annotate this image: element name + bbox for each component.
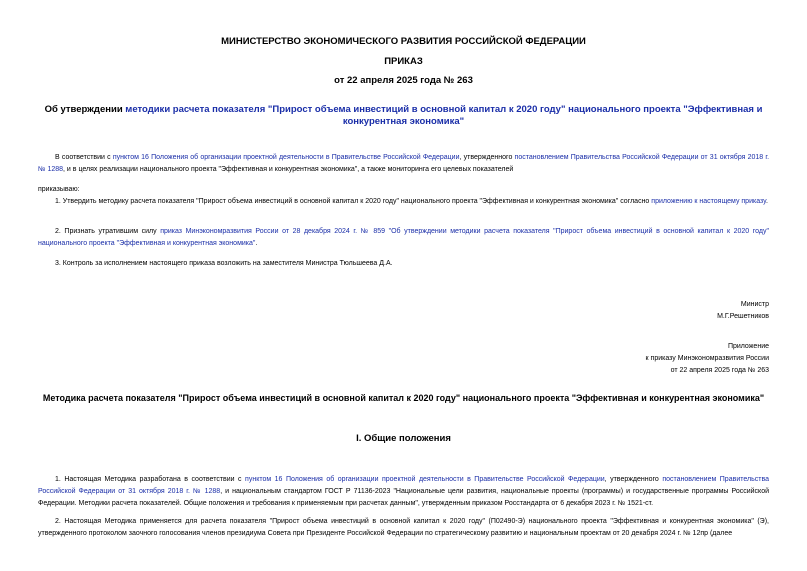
item-1-end: .: [765, 198, 768, 205]
appendix-date: от 22 апреля 2025 года № 263: [670, 367, 769, 374]
preamble-link-regulation[interactable]: пунктом 16 Положения об организации проектной деятельности в Правительстве Российской Федерации: [112, 154, 460, 161]
item-1-appendix-link[interactable]: приложению к настоящему приказу: [651, 198, 766, 205]
item-2-repealed-order-link[interactable]: приказ Минэкономразвития России от 28 декабря 2024 г. № 859 "Об утверждении методики расчета показателя "Прирост объема инвестиций в основной капитал к 2020 году" национального проекта "Эффективная и конкурентная экономика": [38, 228, 769, 247]
preamble-text-1: В соответствии с: [55, 154, 113, 161]
method-1-text-1: 1. Настоящая Методика разработана в соответствии с: [55, 476, 246, 483]
methodology-item-2: 2. Настоящая Методика применяется для расчета показателя "Прирост объема инвестиций в основной капитал к 2020 году" (П02490-Э) национального проекта "Эффективная и конкурентная экономика" (Э), утвержденного протоколом заочного голосования членов президиума Совета при Президенте Российской Федерации по стратегическому развитию и национальным проектам от 20 декабря 2024 г. № 12пр (далее: [38, 518, 769, 537]
subject-link[interactable]: методики расчета показателя "Прирост объема инвестиций в основной капитал к 2020 году" национального проекта "Эффективная и конкурентная экономика": [125, 104, 763, 127]
signature-name: М.Г.Решетников: [717, 313, 769, 320]
preamble-paragraph: [38, 152, 769, 176]
ministry-heading: МИНИСТЕРСТВО ЭКОНОМИЧЕСКОГО РАЗВИТИЯ РОССИЙСКОЙ ФЕДЕРАЦИИ: [221, 36, 586, 47]
method-1-text-2: , утвержденного: [604, 476, 663, 483]
order-item-1: [38, 196, 769, 208]
method-1-text-3: , и национальным стандартом ГОСТ Р 71136-2023 "Национальные цели развития, национальные проекты (программы) и государственные программы Российской Федерации. Методики расчета показателей. Общие положения и требования к применяемым при расчетах данным", утвержденным приказом Росстандарта от 6 декабря 2023 г. № 1521-ст.: [38, 488, 770, 507]
method-1-link-decree[interactable]: постановлением Правительства Российской Федерации от 31 октября 2018 г. № 1288: [38, 476, 769, 495]
item-1-text: 1. Утвердить методику расчета показателя "Прирост объема инвестиций в основной капитал к 2020 году" национального проекта "Эффективная и конкурентная экономика" согласно: [55, 198, 652, 205]
order-item-3: 3. Контроль за исполнением настоящего приказа возложить на заместителя Министра Тюльшеева Д.А.: [55, 260, 393, 267]
appendix-label: Приложение: [727, 343, 769, 350]
preamble-text-3: , и в целях реализации национального проекта "Эффективная и конкурентная экономика", а также мониторинга его целевых показателей: [63, 166, 514, 173]
item-2-end: .: [255, 240, 258, 247]
doc-subject: [38, 104, 769, 128]
preamble-link-decree[interactable]: постановлением Правительства Российской Федерации от 31 октября 2018 г. № 1288: [38, 154, 770, 173]
order-item-2: [38, 226, 769, 250]
preamble-text-2: , утвержденного: [459, 154, 515, 161]
signature-title: Министр: [740, 301, 769, 308]
doc-type-heading: ПРИКАЗ: [384, 56, 423, 67]
doc-date-number: от 22 апреля 2025 года № 263: [334, 75, 473, 86]
item-2-text: 2. Признать утратившим силу: [55, 228, 161, 235]
methodology-title: Методика расчета показателя "Прирост объема инвестиций в основной капитал к 2020 году" национального проекта "Эффективная и конкурентная экономика": [42, 393, 765, 403]
method-1-link-regulation[interactable]: пунктом 16 Положения об организации проектной деятельности в Правительстве Российской Федерации: [245, 476, 605, 483]
methodology-item-1: [38, 474, 769, 510]
appendix-order-ref: к приказу Минэкономразвития России: [645, 355, 769, 362]
subject-prefix: Об утверждении: [44, 104, 126, 115]
section-heading: I. Общие положения: [356, 433, 451, 444]
order-word: приказываю:: [38, 186, 80, 193]
